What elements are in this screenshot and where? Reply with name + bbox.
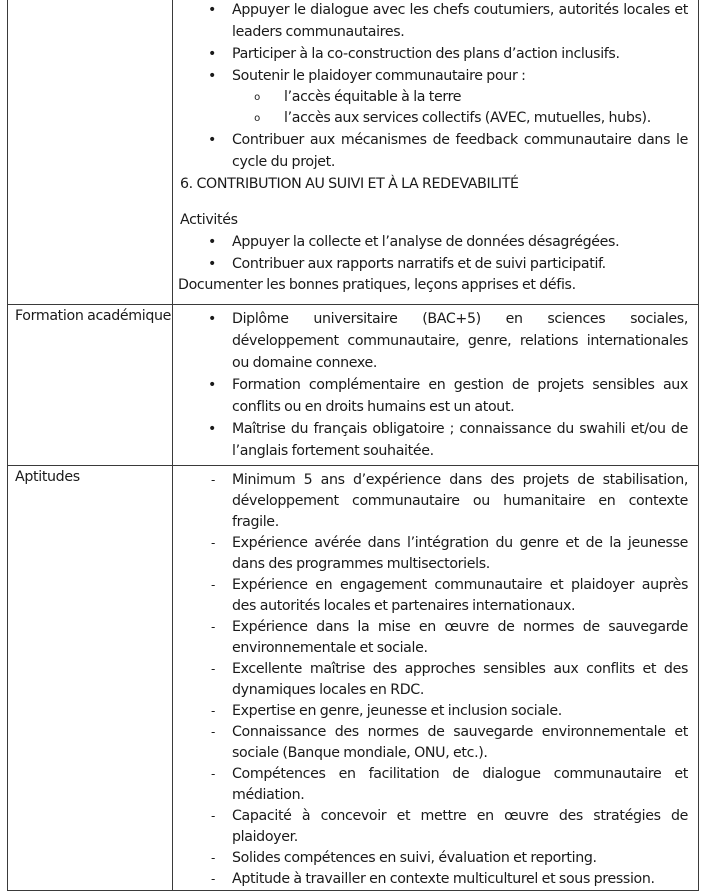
bullet-circle-icon: o	[254, 92, 260, 103]
table-row-education	[8, 305, 699, 466]
list-item-text: Expérience dans la mise en œuvre de normes de sauvegarde environnementale et sociale.	[232, 619, 688, 656]
row-label-skills: Aptitudes	[8, 466, 173, 891]
list-item	[180, 533, 688, 575]
list-item	[180, 43, 688, 65]
list-item-text: Formation complémentaire en gestion de projets sensibles aux conflits ou en droits humains est un atout.	[232, 377, 688, 415]
section-heading: 6. CONTRIBUTION AU SUIVI ET À LA REDEVABILITÉ	[180, 176, 519, 192]
row-label-education: Formation académique	[8, 305, 173, 466]
list-item-text: Aptitude à travailler en contexte multiculturel et sous pression.	[232, 871, 655, 887]
community-engagement-list	[180, 0, 688, 173]
list-item-text: Participer à la co-construction des plans d’action inclusifs.	[232, 46, 620, 62]
list-item-text: Appuyer la collecte et l’analyse de données désagrégées.	[232, 234, 620, 250]
bullet-dash-icon: -	[211, 704, 215, 718]
list-item	[180, 253, 688, 275]
list-item-text: Connaissance des normes de sauvegarde environnementale et sociale (Banque mondiale, ONU, etc.).	[232, 724, 688, 761]
list-item-text: Diplôme universitaire (BAC+5) en sciences sociales, développement communautaire, genre, relations internationales ou domaine connexe.	[232, 311, 688, 371]
row-label-empty	[8, 0, 173, 305]
list-item	[180, 806, 688, 848]
sub-list-item	[232, 108, 688, 129]
bullet-dash-icon: -	[211, 809, 215, 823]
list-item-text: Maîtrise du français obligatoire ; connaissance du swahili et/ou de l’anglais fortement souhaitée.	[232, 421, 688, 459]
bullet-disc-icon: •	[207, 256, 217, 272]
bullet-dash-icon: -	[211, 536, 215, 550]
bullet-disc-icon: •	[207, 2, 217, 18]
bullet-dash-icon: -	[211, 872, 215, 886]
list-item-text: Expérience avérée dans l’intégration du genre et de la jeunesse dans des programmes multisectoriels.	[232, 535, 688, 572]
skills-list	[180, 470, 688, 890]
list-item	[180, 869, 688, 890]
list-item-text: Compétences en facilitation de dialogue communautaire et médiation.	[232, 766, 688, 803]
sub-list-item-text: l’accès aux services collectifs (AVEC, mutuelles, hubs).	[284, 110, 651, 126]
activities-label: Activités	[180, 212, 238, 228]
bullet-disc-icon: •	[207, 234, 217, 250]
bullet-dash-icon: -	[211, 578, 215, 592]
list-item-text: Appuyer le dialogue avec les chefs coutumiers, autorités locales et leaders communautaires.	[232, 2, 688, 40]
list-item-text: Solides compétences en suivi, évaluation et reporting.	[232, 850, 597, 866]
list-item	[180, 231, 688, 253]
list-item-text: Contribuer aux mécanismes de feedback communautaire dans le cycle du projet.	[232, 132, 688, 170]
bullet-disc-icon: •	[207, 311, 217, 327]
bullet-dash-icon: -	[211, 473, 215, 487]
activities-list	[180, 231, 688, 275]
skills-content	[173, 466, 699, 891]
bullet-circle-icon: o	[254, 113, 260, 124]
list-item	[180, 848, 688, 869]
list-item-text: Expertise en genre, jeunesse et inclusion sociale.	[232, 703, 562, 719]
sub-list-item-text: l’accès équitable à la terre	[284, 89, 462, 105]
list-item	[180, 308, 688, 374]
bullet-disc-icon: •	[207, 46, 217, 62]
job-description-table	[7, 0, 699, 891]
responsibilities-content	[173, 0, 699, 305]
bullet-disc-icon: •	[207, 421, 217, 437]
list-item	[180, 0, 688, 43]
list-item	[180, 65, 688, 129]
list-item	[180, 701, 688, 722]
bullet-disc-icon: •	[207, 377, 217, 393]
list-item	[180, 575, 688, 617]
list-item-text: Excellente maîtrise des approches sensibles aux conflits et des dynamiques locales en RDC.	[232, 661, 688, 698]
bullet-dash-icon: -	[211, 767, 215, 781]
bullet-disc-icon: •	[207, 132, 217, 148]
list-item-text: Expérience en engagement communautaire et plaidoyer auprès des autorités locales et partenaires internationaux.	[232, 577, 688, 614]
table-row-responsibilities	[8, 0, 699, 305]
education-content	[173, 305, 699, 466]
list-item	[180, 374, 688, 418]
bullet-dash-icon: -	[211, 725, 215, 739]
bullet-dash-icon: -	[211, 620, 215, 634]
list-item	[180, 764, 688, 806]
bullet-dash-icon: -	[211, 851, 215, 865]
list-item-text: Minimum 5 ans d’expérience dans des projets de stabilisation, développement communautaire ou humanitaire en contexte fragile.	[232, 472, 688, 530]
sub-list-item	[232, 87, 688, 108]
education-list	[180, 308, 688, 462]
list-item	[180, 617, 688, 659]
trailing-paragraph: Documenter les bonnes pratiques, leçons apprises et défis.	[178, 277, 576, 293]
list-item	[180, 129, 688, 173]
bullet-disc-icon: •	[207, 68, 217, 84]
list-item-text: Capacité à concevoir et mettre en œuvre des stratégies de plaidoyer.	[232, 808, 688, 845]
list-item	[180, 722, 688, 764]
table-row-skills	[8, 466, 699, 891]
advocacy-sub-list	[232, 87, 688, 129]
bullet-dash-icon: -	[211, 662, 215, 676]
list-item-text: Soutenir le plaidoyer communautaire pour :	[232, 68, 526, 84]
list-item	[180, 418, 688, 462]
list-item	[180, 659, 688, 701]
list-item-text: Contribuer aux rapports narratifs et de suivi participatif.	[232, 256, 606, 272]
list-item	[180, 470, 688, 533]
